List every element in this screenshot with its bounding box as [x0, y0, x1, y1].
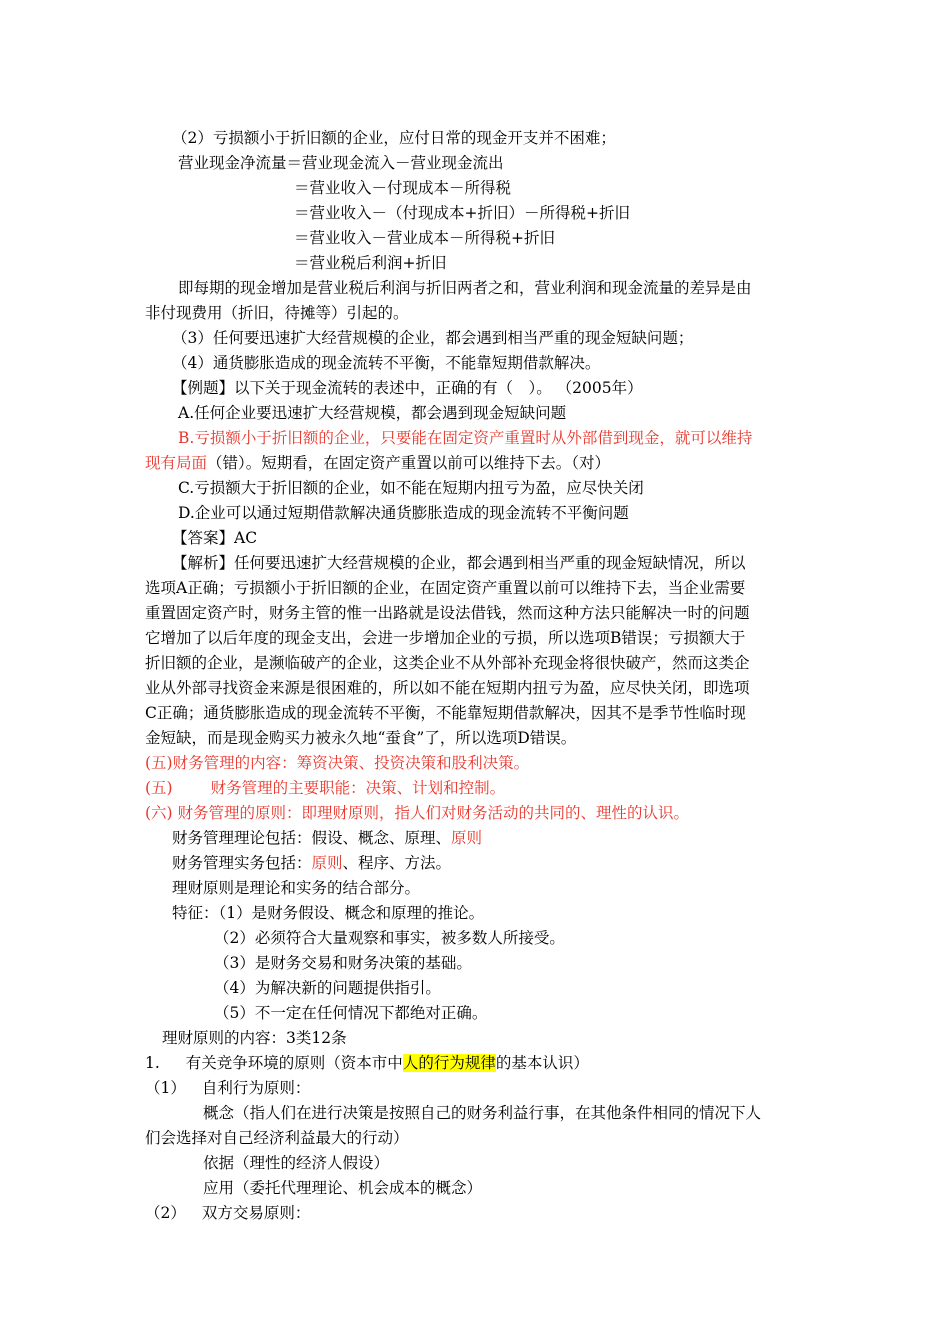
option-b-continued [145, 453, 610, 473]
text-line: 应用（委托代理理论、机会成本的概念） [203, 1179, 483, 1197]
feature-line: （3）是财务交易和财务决策的基础。 [214, 954, 472, 972]
feature-line: （2）必须符合大量观察和事实，被多数人所接受。 [214, 929, 565, 947]
text-line: 理财原则是理论和实务的结合部分。 [172, 879, 421, 897]
formula-line: 营业现金净流量＝营业现金流入－营业现金流出 [178, 154, 504, 172]
plain-text: 双方交易原则： [201, 1204, 311, 1222]
answer-line: 【答案】AC [172, 529, 258, 547]
option-a: A.任何企业要迅速扩大经营规模，都会遇到现金短缺问题 [178, 404, 567, 422]
text-line: 即每期的现金增加是营业税后利润与折旧两者之和，营业利润和现金流量的差异是由 [178, 279, 752, 297]
example-heading: 【例题】以下关于现金流转的表述中，正确的有（ ）。 （2005年） [172, 379, 643, 397]
formula-line: ＝营业收入－付现成本－所得税 [294, 179, 512, 197]
red-text: 原则 [451, 829, 483, 847]
sub-heading [145, 1203, 310, 1223]
analysis-line: 选项A正确；亏损额小于折旧额的企业，在固定资产重置以前可以维持下去，当企业需要 [145, 579, 746, 597]
red-text: 现有局面 [145, 454, 208, 472]
text-line: 非付现费用（折旧，待摊等）引起的。 [145, 304, 409, 322]
section-heading: (六) 财务管理的原则：即理财原则，指人们对财务活动的共同的、理性的认识。 [145, 804, 690, 822]
plain-text: 自利行为原则： [201, 1079, 311, 1097]
sub-heading [145, 1078, 310, 1098]
text-line: （3）任何要迅速扩大经营规模的企业，都会遇到相当严重的现金短缺问题； [172, 329, 694, 347]
feature-line: （4）为解决新的问题提供指引。 [214, 979, 441, 997]
highlighted-text: 人的行为规律 [402, 1054, 496, 1072]
option-d: D.企业可以通过短期借款解决通货膨胀造成的现金流转不平衡问题 [178, 504, 629, 522]
text-line: 理财原则的内容：3类12条 [162, 1029, 347, 1047]
section-number: (五) [145, 779, 173, 797]
formula-line: ＝营业收入－营业成本－所得税+折旧 [294, 229, 555, 247]
text-line [172, 853, 451, 873]
list-number: 1. [145, 1054, 160, 1072]
option-b: B.亏损额小于折旧额的企业，只要能在固定资产重置时从外部借到现金，就可以维持 [178, 429, 753, 447]
feature-line: （5）不一定在任何情况下都绝对正确。 [214, 1004, 488, 1022]
list-number: （1） [145, 1079, 186, 1097]
text-line: 依据（理性的经济人假设） [203, 1154, 390, 1172]
text-line: （2）亏损额小于折旧额的企业，应付日常的现金开支并不困难； [172, 129, 616, 147]
section-heading [145, 778, 505, 798]
analysis-line: 重置固定资产时，财务主管的惟一出路就是设法借钱，然而这种方法只能解决一时的问题 [145, 604, 750, 622]
formula-line: ＝营业税后利润+折旧 [294, 254, 447, 272]
plain-text: （错）。短期看，在固定资产重置以前可以维持下去。（对） [207, 454, 611, 472]
section-title: 财务管理的主要职能：决策、计划和控制。 [210, 779, 506, 797]
analysis-line: C正确；通货膨胀造成的现金流转不平衡，不能靠短期借款解决，因其不是季节性临时现 [145, 704, 746, 722]
text-line: 概念（指人们在进行决策是按照自己的财务利益行事，在其他条件相同的情况下人 [203, 1104, 762, 1122]
red-text: 原则 [311, 854, 343, 872]
plain-text: 财务管理实务包括： [172, 854, 312, 872]
analysis-line: 【解析】任何要迅速扩大经营规模的企业，都会遇到相当严重的现金短缺情况，所以 [172, 554, 746, 572]
text-line [172, 828, 482, 848]
analysis-line: 它增加了以后年度的现金支出，会进一步增加企业的亏损，所以选项B错误；亏损额大于 [145, 629, 746, 647]
analysis-line: 业从外部寻找资金来源是很困难的，所以如不能在短期内扭亏为盈，应尽快关闭，即选项 [145, 679, 750, 697]
plain-text: 财务管理理论包括：假设、概念、原理、 [172, 829, 452, 847]
section-heading: (五)财务管理的内容：筹资决策、投资决策和股利决策。 [145, 754, 530, 772]
text-line: （4）通货膨胀造成的现金流转不平衡，不能靠短期借款解决。 [172, 354, 601, 372]
formula-line: ＝营业收入－（付现成本+折旧）－所得税+折旧 [294, 204, 630, 222]
plain-text: 的基本认识） [495, 1054, 589, 1072]
feature-line: 特征：（1）是财务假设、概念和原理的推论。 [172, 904, 485, 922]
list-number: （2） [145, 1204, 186, 1222]
plain-text: 有关竞争环境的原则（资本市中 [185, 1054, 403, 1072]
text-line: 们会选择对自己经济利益最大的行动） [145, 1129, 409, 1147]
analysis-line: 折旧额的企业，是濒临破产的企业，这类企业不从外部补充现金将很快破产，然而这类企 [145, 654, 750, 672]
option-c: C.亏损额大于折旧额的企业，如不能在短期内扭亏为盈，应尽快关闭 [178, 479, 644, 497]
plain-text: 、程序、方法。 [342, 854, 452, 872]
numbered-heading [145, 1053, 589, 1073]
analysis-line: 金短缺，而是现金购买力被永久地“蚕食”了，所以选项D错误。 [145, 729, 577, 747]
